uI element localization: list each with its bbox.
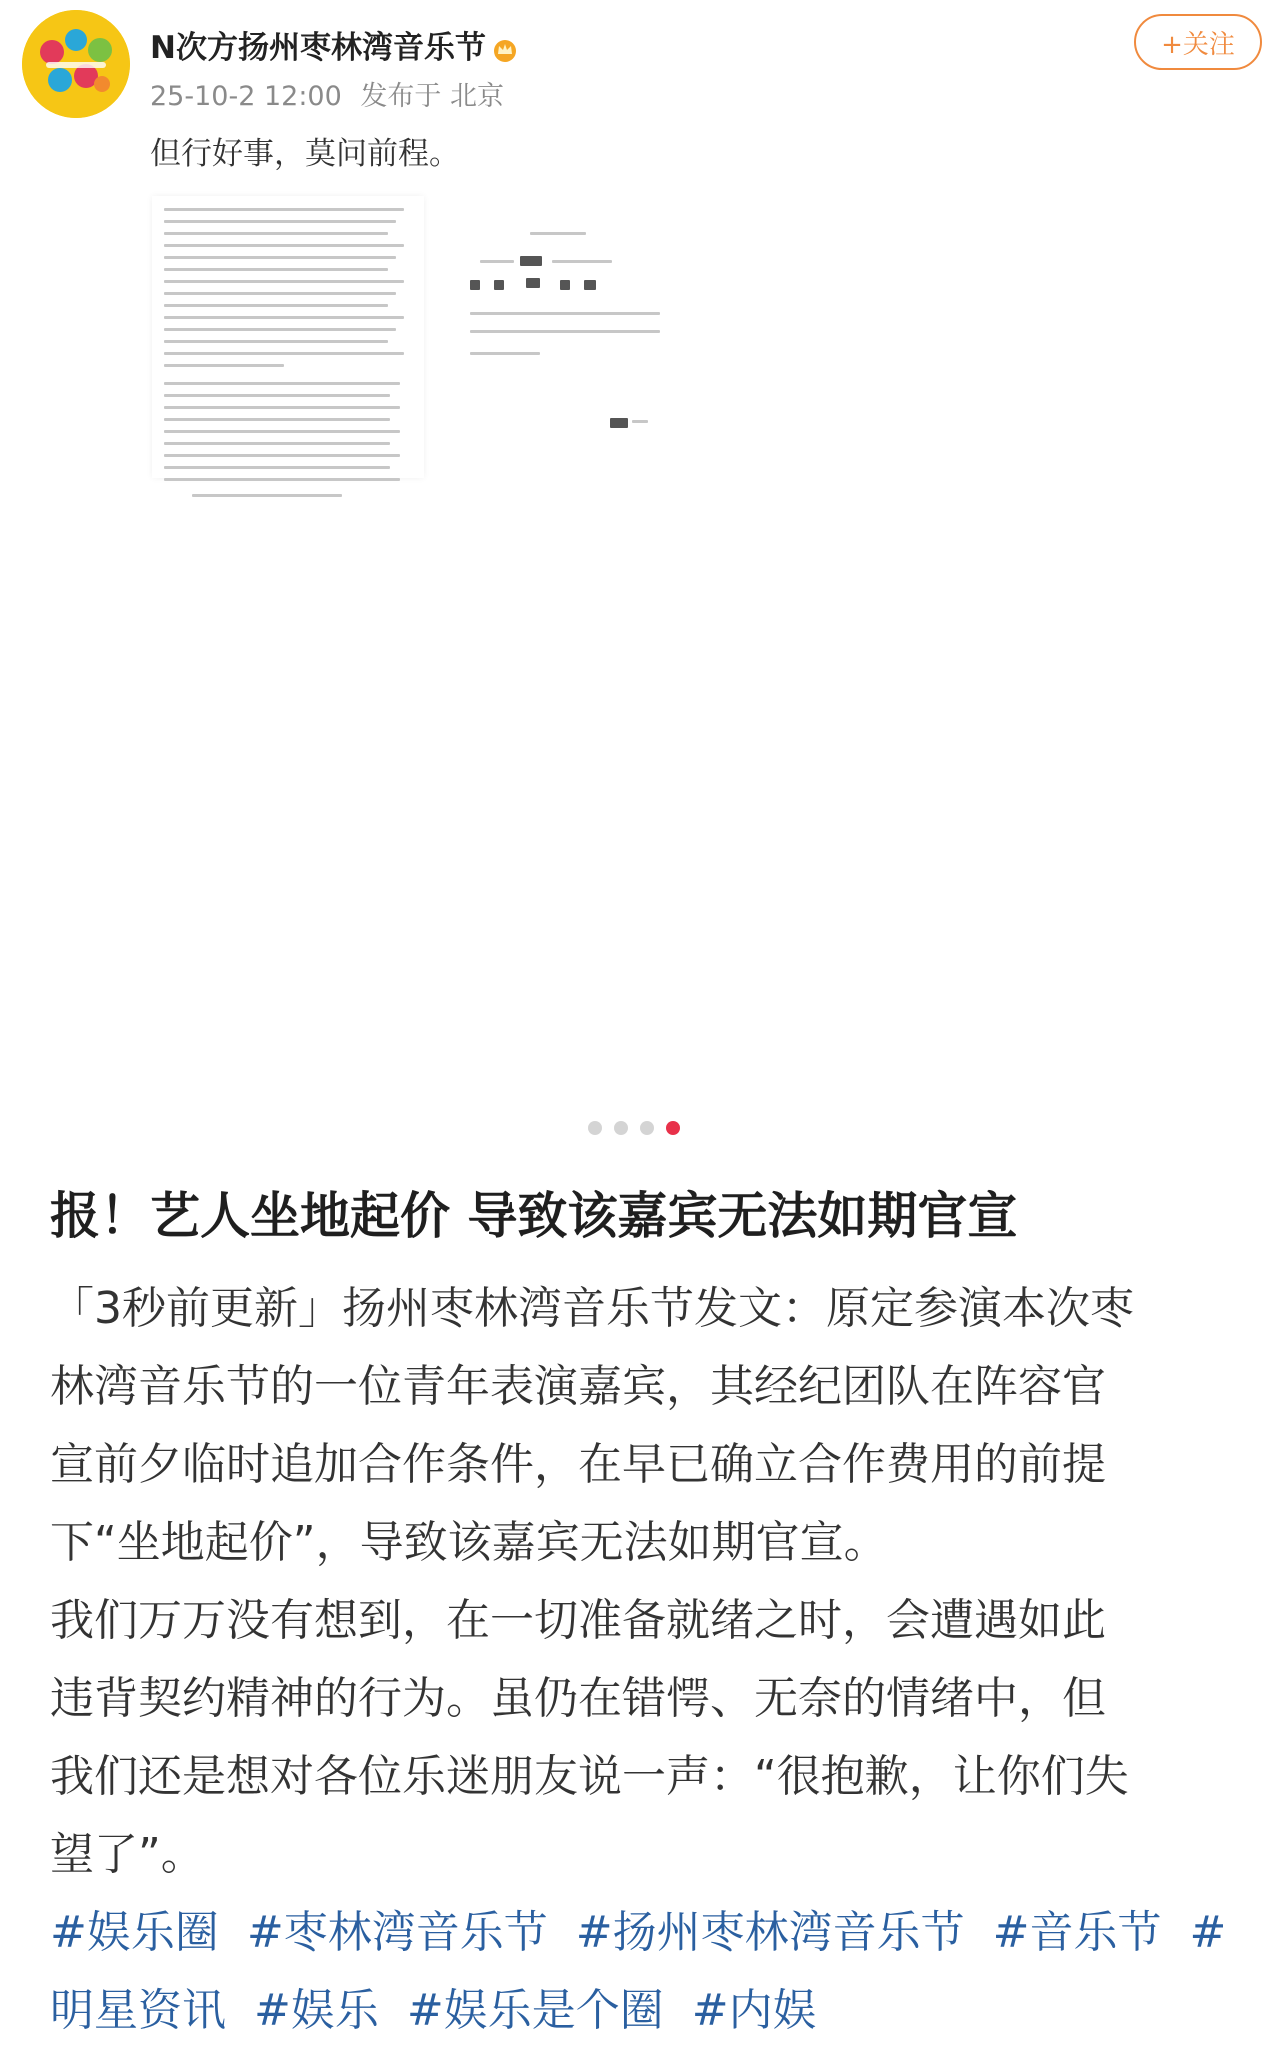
document-text-line xyxy=(164,232,388,235)
document-text-line xyxy=(470,352,540,355)
carousel-dot[interactable] xyxy=(588,1121,602,1135)
article-line: 我们万万没有想到，在一切准备就绪之时，会遭遇如此 xyxy=(50,1595,1106,1646)
document-text-line xyxy=(470,280,480,290)
document-text-line xyxy=(164,430,400,433)
document-image-thumbnail xyxy=(152,196,424,478)
document-text-line xyxy=(552,260,612,263)
carousel-dot[interactable] xyxy=(666,1121,680,1135)
document-text-line xyxy=(164,466,390,469)
notice-image-thumbnail xyxy=(460,220,670,460)
document-text-line xyxy=(164,478,400,481)
carousel-dot[interactable] xyxy=(640,1121,654,1135)
document-text-line xyxy=(164,304,388,307)
document-text-line xyxy=(164,208,404,211)
post-meta xyxy=(150,74,514,113)
article-line: 望了”。 xyxy=(50,1829,205,1880)
document-text-line xyxy=(164,394,390,397)
document-text-line xyxy=(560,280,570,290)
hashtag-link[interactable]: #娱乐是个圈 xyxy=(406,1985,664,2036)
author-name-text: N次方扬州枣林湾音乐节 xyxy=(150,30,486,66)
document-text-line xyxy=(530,232,586,235)
hashtag-link[interactable]: #扬州枣林湾音乐节 xyxy=(575,1907,965,1958)
document-text-line xyxy=(164,220,396,223)
document-text-line xyxy=(470,312,660,315)
hashtag-link[interactable]: #娱乐 xyxy=(254,1985,379,2036)
document-text-line xyxy=(164,340,388,343)
author-name[interactable] xyxy=(150,22,518,70)
post-text: 但行好事，莫问前程。 xyxy=(150,136,460,172)
article-title: 报！艺人坐地起价 导致该嘉宾无法如期官宣 xyxy=(50,1187,1018,1245)
article-line: 宣前夕临时追加合作条件，在早已确立合作费用的前提 xyxy=(50,1439,1106,1490)
document-text-line xyxy=(164,454,400,457)
carousel-page-indicator xyxy=(588,1121,680,1135)
post-timestamp: 25-10-2 12:00 xyxy=(150,81,342,112)
avatar-logo xyxy=(22,10,130,118)
document-text-line xyxy=(164,382,400,385)
document-text-line xyxy=(164,268,388,271)
document-text-line xyxy=(164,244,404,247)
hashtag-link[interactable]: #枣林湾音乐节 xyxy=(246,1907,548,1958)
document-text-line xyxy=(520,256,542,266)
document-text-line xyxy=(164,364,284,367)
article-body xyxy=(50,1270,1250,1894)
post-location: 发布于 北京 xyxy=(360,81,504,112)
document-text-line xyxy=(632,420,648,423)
article-line: 我们还是想对各位乐迷朋友说一声：“很抱歉，让你们失 xyxy=(50,1751,1129,1802)
hashtag-list xyxy=(50,1894,1250,2050)
document-text-line xyxy=(164,352,404,355)
document-text-line xyxy=(164,328,396,331)
document-text-line xyxy=(164,406,400,409)
document-text-line xyxy=(494,280,504,290)
avatar[interactable] xyxy=(22,10,130,118)
document-text-line xyxy=(192,494,342,497)
article-line: 违背契约精神的行为。虽仍在错愕、无奈的情绪中，但 xyxy=(50,1673,1106,1724)
document-text-line xyxy=(164,280,404,283)
document-text-line xyxy=(164,292,396,295)
document-text-line xyxy=(470,330,660,333)
document-text-line xyxy=(610,418,628,428)
document-text-line xyxy=(164,418,390,421)
crown-badge-icon xyxy=(492,34,518,70)
image-carousel[interactable] xyxy=(0,180,1284,1120)
document-text-line xyxy=(164,316,404,319)
carousel-dot[interactable] xyxy=(614,1121,628,1135)
document-text-line xyxy=(164,442,390,445)
follow-button[interactable]: +关注 xyxy=(1134,14,1262,70)
document-text-line xyxy=(584,280,596,290)
hashtag-link[interactable]: #娱乐圈 xyxy=(50,1907,219,1958)
hashtag-link[interactable]: #内娱 xyxy=(691,1985,817,2036)
hashtag-link[interactable]: #明星资讯 xyxy=(50,1907,1227,2036)
document-text-line xyxy=(480,260,514,263)
article-line: 下“坐地起价”，导致该嘉宾无法如期官宣。 xyxy=(50,1517,888,1568)
article-line: 林湾音乐节的一位青年表演嘉宾，其经纪团队在阵容官 xyxy=(50,1361,1106,1412)
hashtag-link[interactable]: #音乐节 xyxy=(992,1907,1162,1958)
article-line: 「3秒前更新」扬州枣林湾音乐节发文：原定参演本次枣 xyxy=(50,1283,1134,1334)
document-text-line xyxy=(526,278,540,288)
document-text-line xyxy=(164,256,396,259)
